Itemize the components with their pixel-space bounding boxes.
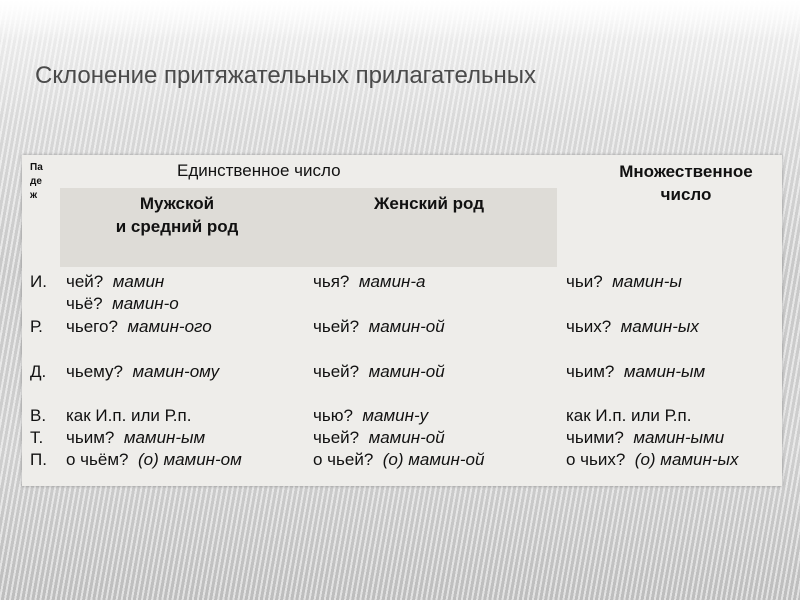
fem-cell: [313, 271, 426, 293]
fem-cell: [313, 316, 445, 338]
answer: мамин-ым: [123, 428, 206, 447]
question: чьему?: [66, 362, 124, 381]
masc-cell: [66, 293, 179, 315]
masc-cell: [66, 405, 196, 427]
answer: (о) мамин-ом: [137, 450, 242, 469]
masc-cell: [66, 449, 242, 471]
plural-cell: [566, 449, 739, 471]
plural-cell: [566, 271, 682, 293]
plural-header: [606, 160, 766, 206]
answer: мамин-ыми: [633, 428, 725, 447]
answer: мамин-а: [358, 272, 426, 291]
masc-cell: [66, 361, 219, 383]
masc-cell: [66, 316, 212, 338]
answer: мамин-ой: [368, 317, 445, 336]
answer: мамин-ым: [623, 362, 706, 381]
answer: мамин-ой: [368, 362, 445, 381]
masc-header-line1: Мужской: [139, 194, 215, 213]
answer: мамин-ы: [612, 272, 682, 291]
answer: мамин-ой: [368, 428, 445, 447]
case-label: Д.: [30, 362, 47, 381]
case-label: И.: [30, 272, 47, 291]
question: чья?: [313, 272, 350, 291]
question: как И.п. или Р.п.: [66, 406, 192, 425]
fem-header: Женский род: [374, 194, 485, 213]
question: чьё?: [66, 294, 103, 313]
question: чьи?: [566, 272, 603, 291]
answer: мамин: [112, 272, 165, 291]
question: о чьих?: [566, 450, 626, 469]
question: чьим?: [566, 362, 615, 381]
question: чьей?: [313, 428, 360, 447]
answer: мамин-ого: [127, 317, 212, 336]
case-label: В.: [30, 406, 47, 425]
question: чьих?: [566, 317, 612, 336]
masc-header-line2: и средний род: [115, 217, 239, 236]
declension-table: [22, 155, 782, 486]
question: чьими?: [566, 428, 624, 447]
plural-cell: [566, 405, 696, 427]
question: чей?: [66, 272, 104, 291]
fem-cell: [313, 427, 445, 449]
background-fade: [0, 0, 800, 40]
masc-header: [102, 192, 252, 238]
masc-cell: [66, 427, 205, 449]
question: чьим?: [66, 428, 115, 447]
plural-cell: [566, 361, 705, 383]
slide-title: Склонение притяжательных прилагательных: [35, 62, 536, 89]
case-column-header: Па де ж: [30, 162, 43, 201]
fem-cell: [313, 405, 428, 427]
question: чьей?: [313, 362, 360, 381]
question: как И.п. или Р.п.: [566, 406, 692, 425]
answer: (о) мамин-ой: [382, 450, 485, 469]
case-label: Р.: [30, 317, 43, 336]
singular-header: Единственное число: [177, 161, 341, 180]
question: чью?: [313, 406, 353, 425]
plural-cell: [566, 427, 724, 449]
answer: мамин-ых: [620, 317, 699, 336]
plural-header-line2: число: [660, 185, 712, 204]
plural-header-line1: Множественное: [619, 162, 753, 181]
case-label: П.: [30, 450, 47, 469]
plural-cell: [566, 316, 699, 338]
question: о чьей?: [313, 450, 374, 469]
answer: (о) мамин-ых: [634, 450, 739, 469]
fem-cell: [313, 361, 445, 383]
case-label: Т.: [30, 428, 44, 447]
question: о чьём?: [66, 450, 129, 469]
answer: мамин-ому: [132, 362, 220, 381]
masc-cell: [66, 271, 164, 293]
answer: мамин-о: [112, 294, 179, 313]
answer: мамин-у: [362, 406, 429, 425]
question: чьего?: [66, 317, 118, 336]
fem-cell: [313, 449, 484, 471]
question: чьей?: [313, 317, 360, 336]
